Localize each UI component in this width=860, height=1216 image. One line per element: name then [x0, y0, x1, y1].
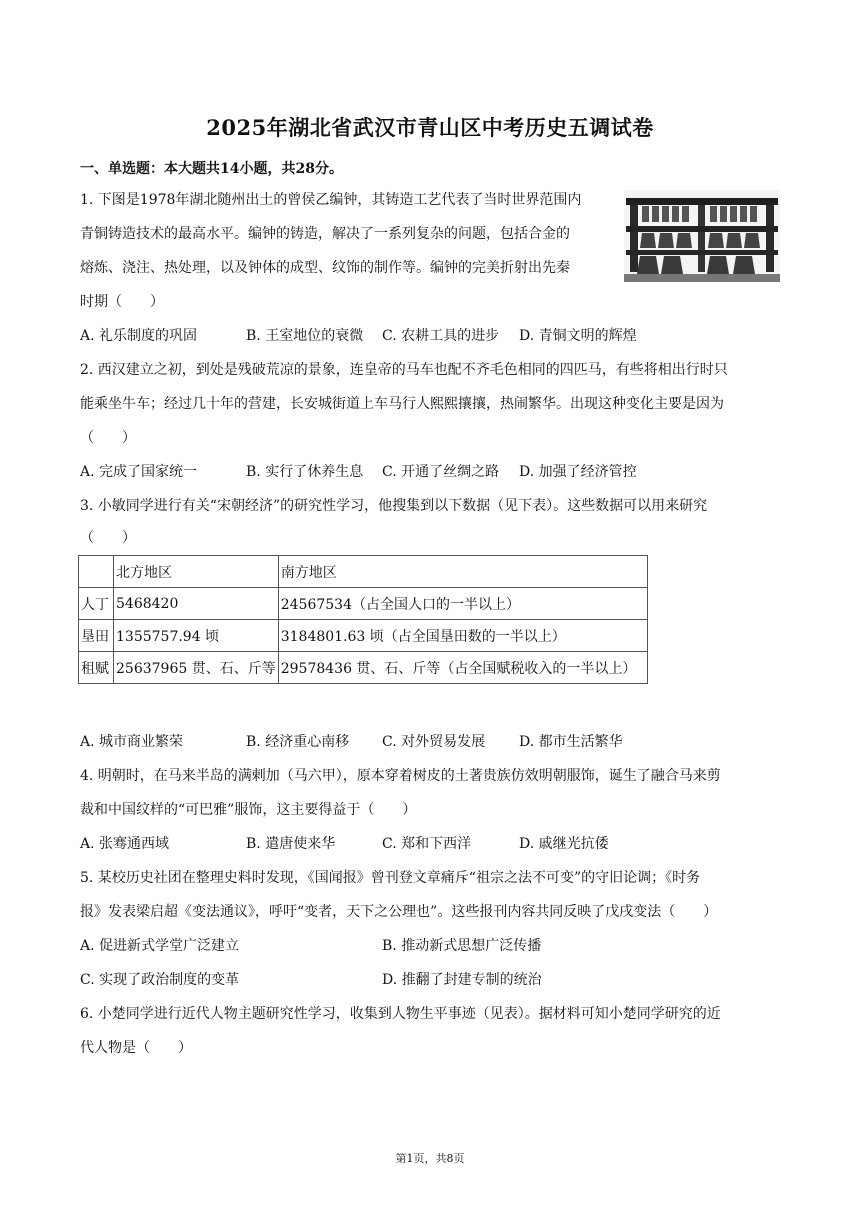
q2-option-c[interactable]: C. 开通了丝绸之路 [382, 464, 500, 480]
q3-option-a[interactable]: A. 城市商业繁荣 [80, 734, 184, 750]
q2-option-a[interactable]: A. 完成了国家统一 [80, 464, 198, 480]
table-row [79, 652, 648, 684]
q5-option-d[interactable]: D. 推翻了封建专制的统治 [382, 972, 542, 988]
q1-option-d[interactable]: D. 青铜文明的辉煌 [519, 328, 637, 344]
q1-option-b[interactable]: B. 王室地位的衰微 [246, 328, 364, 344]
table-cell: 29578436 贯、石、斤等（占全国赋税收入的一半以上） [278, 652, 647, 684]
q6-line-2: 代人物是（ ） [80, 1040, 192, 1056]
q6-line-1: 6. 小楚同学进行近代人物主题研究性学习，收集到人物生平事迹（见表）。据材料可知小楚同学研究的近 [80, 1006, 721, 1022]
q1-line-1: 1. 下图是1978年湖北随州出土的曾侯乙编钟，其铸造工艺代表了当时世界范围内 [80, 192, 582, 208]
table-header-cell [79, 556, 114, 588]
table-cell: 1355757.94 顷 [114, 620, 279, 652]
q3-line-1: 3. 小敏同学进行有关“宋朝经济”的研究性学习，他搜集到以下数据（见下表）。这些数据可以用来研究 [80, 498, 708, 514]
table-cell: 租赋 [79, 652, 114, 684]
table-header-cell: 南方地区 [278, 556, 647, 588]
table-header-row [79, 556, 648, 588]
q4-option-d[interactable]: D. 戚继光抗倭 [519, 836, 609, 852]
q5-line-2: 报》发表梁启超《变法通议》，呼吁“变者，天下之公理也”。这些报刊内容共同反映了戊戌变法（ ） [80, 904, 718, 920]
table-cell: 3184801.63 顷（占全国垦田数的一半以上） [278, 620, 647, 652]
q5-option-a[interactable]: A. 促进新式学堂广泛建立 [80, 938, 240, 954]
q4-line-1: 4. 明朝时，在马来半岛的满剌加（马六甲），原本穿着树皮的土著贵族仿效明朝服饰，诞生了融合马来剪 [80, 768, 721, 784]
q5-line-1: 5. 某校历史社团在整理史料时发现，《国闻报》曾刊登文章痛斥“祖宗之法不可变”的守旧论调；《时务 [80, 870, 701, 886]
q4-option-b[interactable]: B. 遣唐使来华 [246, 836, 336, 852]
section-heading: 一、单选题：本大题共14小题，共28分。 [80, 161, 343, 177]
q5-option-c[interactable]: C. 实现了政治制度的变革 [80, 972, 240, 988]
q2-line-2: 能乘坐牛车；经过几十年的营建，长安城街道上车马行人熙熙攘攘，热闹繁华。出现这种变化主要是因为 [80, 396, 724, 412]
q2-option-b[interactable]: B. 实行了休养生息 [246, 464, 364, 480]
q2-line-3: （ ） [80, 430, 136, 446]
table-cell: 25637965 贯、石、斤等 [114, 652, 279, 684]
q1-line-4: 时期（ ） [80, 294, 164, 310]
q3-line-2: （ ） [80, 530, 136, 546]
page-footer: 第1页，共8页 [395, 1152, 465, 1165]
q3-option-d[interactable]: D. 都市生活繁华 [519, 734, 623, 750]
q1-option-c[interactable]: C. 农耕工具的进步 [382, 328, 500, 344]
table-row [79, 620, 648, 652]
q1-option-a[interactable]: A. 礼乐制度的巩固 [80, 328, 198, 344]
q3-option-c[interactable]: C. 对外贸易发展 [382, 734, 486, 750]
table-cell: 垦田 [79, 620, 114, 652]
table-cell: 24567534（占全国人口的一半以上） [278, 588, 647, 620]
table-header-cell: 北方地区 [114, 556, 279, 588]
page-title: 2025年湖北省武汉市青山区中考历史五调试卷 [206, 115, 654, 140]
q2-option-d[interactable]: D. 加强了经济管控 [519, 464, 637, 480]
q4-option-a[interactable]: A. 张骞通西域 [80, 836, 170, 852]
q5-option-b[interactable]: B. 推动新式思想广泛传播 [382, 938, 542, 954]
q2-line-1: 2. 西汉建立之初，到处是残破荒凉的景象，连皇帝的马车也配不齐毛色相同的四匹马，有些将相出行时只 [80, 362, 728, 378]
q4-line-2: 裁和中国纹样的“可巴雅”服饰，这主要得益于（ ） [80, 802, 417, 818]
q3-option-b[interactable]: B. 经济重心南移 [246, 734, 350, 750]
table-cell: 人丁 [79, 588, 114, 620]
q1-line-2: 青铜铸造技术的最高水平。编钟的铸造，解决了一系列复杂的问题，包括合金的 [80, 226, 570, 242]
q3-data-table [78, 555, 648, 684]
bianzhong-bells-image [624, 190, 780, 282]
q4-option-c[interactable]: C. 郑和下西洋 [382, 836, 472, 852]
q1-line-3: 熔炼、浇注、热处理，以及钟体的成型、纹饰的制作等。编钟的完美折射出先秦 [80, 260, 570, 276]
table-row [79, 588, 648, 620]
table-cell: 5468420 [114, 588, 279, 620]
